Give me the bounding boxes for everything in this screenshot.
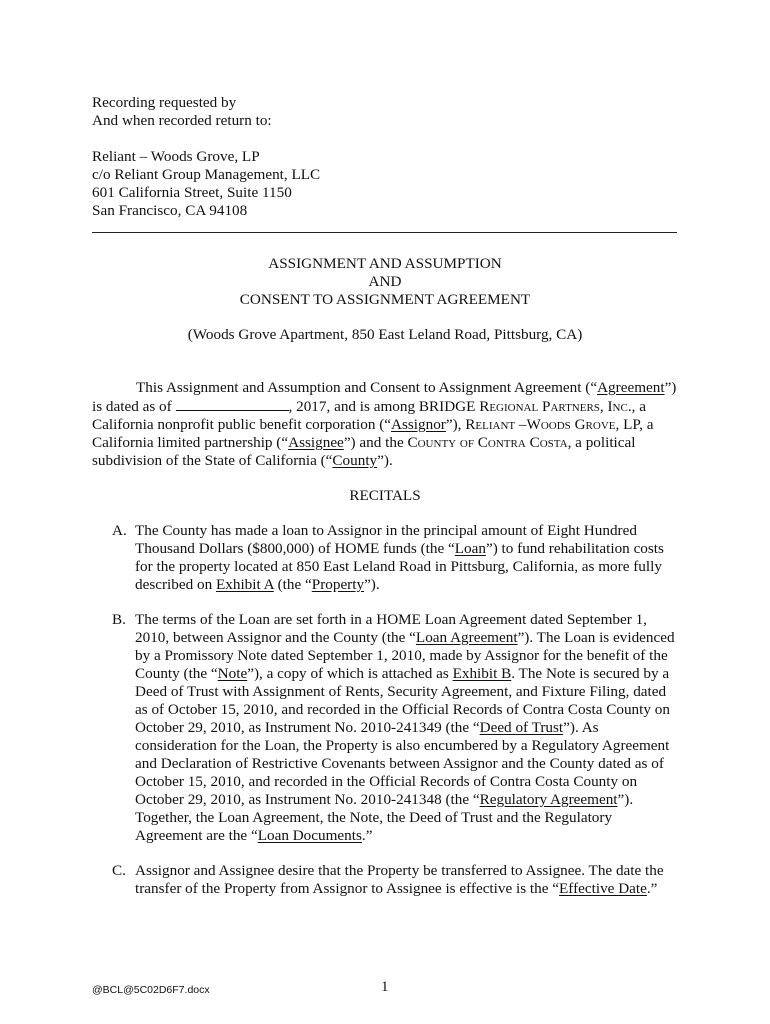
recital-a — [112, 522, 692, 594]
header-divider — [92, 232, 677, 233]
title-line-2: AND — [368, 273, 402, 290]
recital-line: Agreement are the “Loan Documents.” — [135, 827, 373, 844]
defined-term-assignee: Assignee — [288, 434, 344, 451]
defined-term-regulatory-agreement: Regulatory Agreement — [479, 791, 618, 808]
exhibit-b-reference: Exhibit B — [452, 665, 512, 682]
recital-line: October 15, 2010, and recorded in the Official Records of Contra Costa County on — [135, 773, 638, 790]
defined-term-note: Note — [217, 665, 248, 682]
defined-term-county: County — [332, 452, 378, 469]
party-name-bridge: BRIDGE Regional Partners, Inc. — [418, 398, 632, 415]
return-address-name: Reliant – Woods Grove, LP — [92, 148, 260, 165]
recital-line: The terms of the Loan are set forth in a HOME Loan Agreement dated September 1, — [135, 611, 647, 628]
recital-line: County (the “Note”), a copy of which is attached as Exhibit B. The Note is secured by a — [135, 665, 670, 682]
return-address-careof: c/o Reliant Group Management, LLC — [92, 166, 321, 183]
defined-term-loan: Loan — [454, 540, 486, 557]
recital-line: Thousand Dollars ($800,000) of HOME funds (the “Loan”) to fund rehabilitation costs — [135, 540, 664, 557]
recital-line: described on Exhibit A (the “Property”). — [135, 576, 380, 593]
intro-line: This Assignment and Assumption and Consent to Assignment Agreement (“Agreement”) — [136, 379, 677, 396]
recital-line: Deed of Trust with Assignment of Rents, Security Agreement, and Fixture Filing, dated — [135, 683, 667, 700]
intro-line: is dated as of , 2017, and is among BRIDGE Regional Partners, Inc., a — [92, 398, 646, 415]
party-name-county: County of Contra Costa — [407, 434, 568, 451]
defined-term-assignor: Assignor — [391, 416, 446, 433]
recital-line: October 29, 2010, as Instrument No. 2010-241349 (the “Deed of Trust”). As — [135, 719, 599, 736]
defined-term-effective-date: Effective Date — [559, 880, 647, 897]
date-blank-field — [176, 397, 289, 411]
return-to-line: And when recorded return to: — [92, 112, 272, 129]
recital-letter: A. — [112, 522, 127, 539]
recital-line: as of October 15, 2010, and recorded in the Official Records of Contra Costa County on — [135, 701, 670, 718]
title-line-3: CONSENT TO ASSIGNMENT AGREEMENT — [239, 291, 531, 308]
recital-b — [112, 611, 692, 845]
recitals-heading: RECITALS — [349, 487, 421, 504]
recital-line: Assignor and Assignee desire that the Property be transferred to Assignee. The date the — [135, 862, 664, 879]
exhibit-a-reference: Exhibit A — [215, 576, 274, 593]
recital-line: Together, the Loan Agreement, the Note, the Deed of Trust and the Regulatory — [135, 809, 613, 826]
intro-line: California nonprofit public benefit corporation (“Assignor”), Reliant –Woods Grove, LP, a — [92, 416, 654, 433]
document-title — [0, 255, 770, 309]
recital-line: consideration for the Loan, the Property is also encumbered by a Regulatory Agreement — [135, 737, 670, 754]
defined-term-property: Property — [311, 576, 365, 593]
recording-requested-line: Recording requested by — [92, 94, 237, 111]
defined-term-deed-of-trust: Deed of Trust — [479, 719, 564, 736]
intro-line: California limited partnership (“Assignee”) and the County of Contra Costa, a political — [92, 434, 636, 451]
footer-page-number: 1 — [381, 979, 389, 995]
defined-term-agreement: Agreement — [597, 379, 665, 396]
return-address-city: San Francisco, CA 94108 — [92, 202, 248, 219]
recital-letter: B. — [112, 611, 126, 628]
recital-line: 2010, between Assignor and the County (the “Loan Agreement”). The Loan is evidenced — [135, 629, 675, 646]
return-address-street: 601 California Street, Suite 1150 — [92, 184, 292, 201]
party-name-reliant: Reliant –Woods Grove — [465, 416, 616, 433]
recital-c — [112, 862, 692, 898]
recital-line: by a Promissory Note dated September 1, 2010, made by Assignor for the benefit of the — [135, 647, 668, 664]
title-line-1: ASSIGNMENT AND ASSUMPTION — [268, 255, 502, 272]
recital-line: and Declaration of Restrictive Covenants between Assignor and the County dated as of — [135, 755, 664, 772]
recital-line: transfer of the Property from Assignor to Assignee is effective is the “Effective Date.” — [135, 880, 658, 897]
intro-line: subdivision of the State of California (“County”). — [92, 452, 393, 469]
recording-header — [92, 94, 692, 220]
recital-letter: C. — [112, 862, 126, 879]
footer-document-id: @BCL@5C02D6F7.docx — [92, 984, 210, 996]
recital-line: October 29, 2010, as Instrument No. 2010-241348 (the “Regulatory Agreement”). — [135, 791, 634, 808]
document-subtitle: (Woods Grove Apartment, 850 East Leland Road, Pittsburg, CA) — [187, 326, 583, 343]
defined-term-loan-agreement: Loan Agreement — [415, 629, 518, 646]
intro-paragraph — [92, 379, 692, 470]
recital-line: for the property located at 850 East Leland Road in Pittsburg, California, as more fully — [135, 558, 662, 575]
defined-term-loan-documents: Loan Documents — [257, 827, 362, 844]
recital-line: The County has made a loan to Assignor in the principal amount of Eight Hundred — [135, 522, 637, 539]
